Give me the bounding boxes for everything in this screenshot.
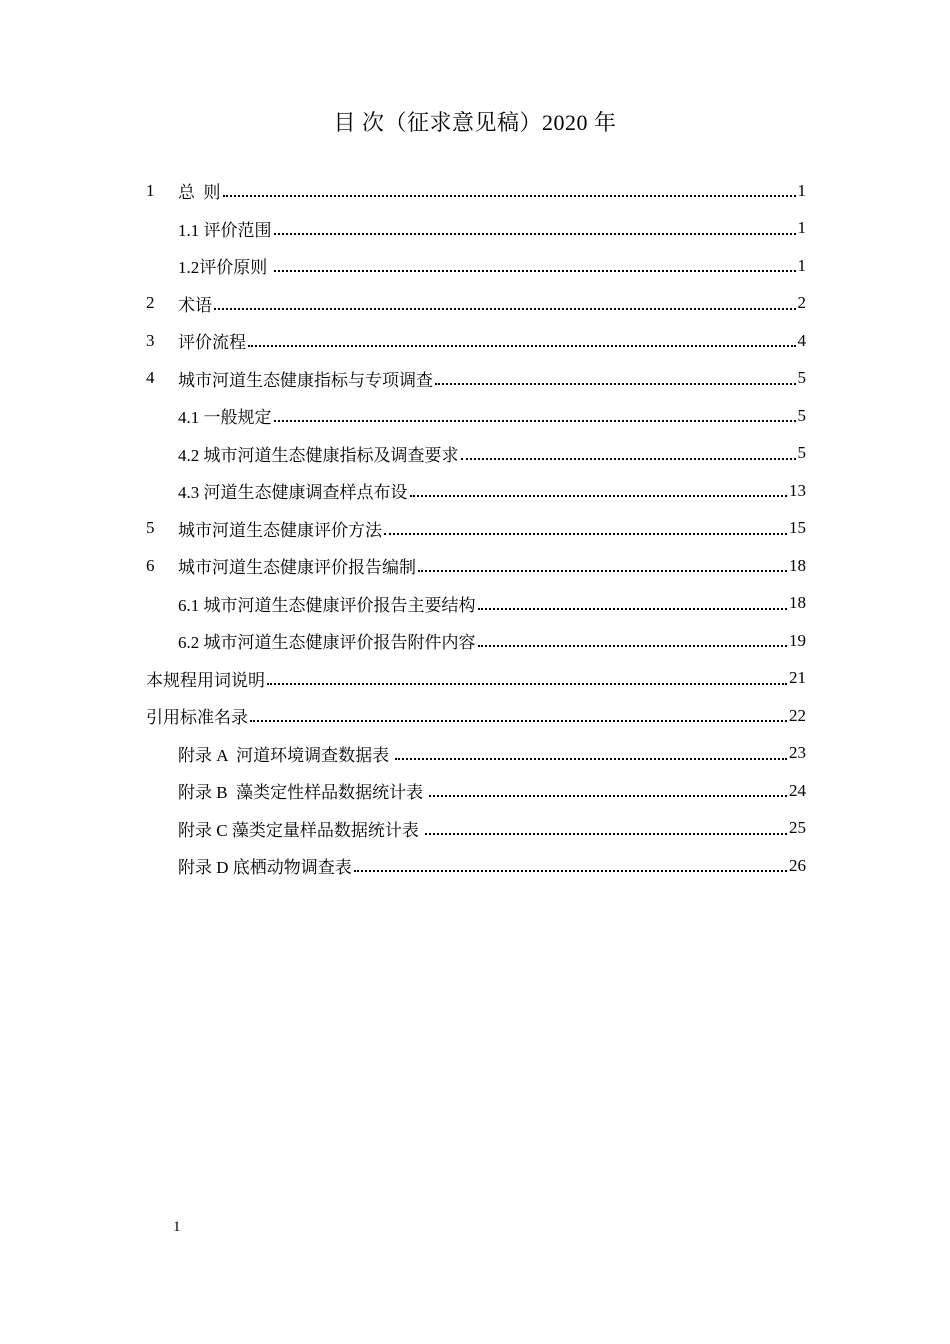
toc-entry[interactable] (146, 547, 806, 585)
toc-entry-page-number: 15 (789, 518, 806, 538)
toc-entry-title: 城市河道生态健康评价报告编制 (178, 558, 416, 578)
toc-entry-page-number: 5 (797, 443, 806, 463)
toc-entry-title: 引用标准名录 (146, 708, 248, 728)
toc-entry-page-number: 19 (789, 630, 806, 650)
toc-entry[interactable] (146, 810, 806, 848)
toc-dot-leader (384, 532, 787, 535)
toc-entry-title: 总 则 (178, 183, 221, 203)
toc-entry-number: 6 (146, 555, 155, 575)
toc-entry-title: 1.2评价原则 (178, 258, 272, 278)
toc-entry-title: 城市河道生态健康评价方法 (178, 520, 382, 540)
toc-dot-leader (354, 869, 787, 872)
toc-entry-page-number: 1 (797, 180, 806, 200)
toc-dot-leader (274, 419, 796, 422)
toc-entry-page-number: 21 (789, 668, 806, 688)
toc-entry-title: 4.1 一般规定 (178, 408, 272, 428)
toc-dot-leader (223, 194, 796, 197)
toc-dot-leader (274, 269, 796, 272)
toc-entry[interactable] (146, 397, 806, 435)
toc-entry-page-number: 26 (789, 855, 806, 875)
toc-list (146, 172, 806, 885)
toc-entry[interactable] (146, 585, 806, 623)
toc-entry[interactable] (146, 622, 806, 660)
toc-entry-title: 6.1 城市河道生态健康评价报告主要结构 (178, 595, 476, 615)
toc-entry-page-number: 2 (797, 293, 806, 313)
toc-entry[interactable] (146, 247, 806, 285)
toc-dot-leader (410, 494, 788, 497)
toc-entry-page-number: 4 (797, 330, 806, 350)
toc-entry[interactable] (146, 210, 806, 248)
toc-dot-leader (429, 794, 787, 797)
toc-entry-title: 本规程用词说明 (146, 670, 265, 690)
toc-entry[interactable] (146, 360, 806, 398)
toc-entry[interactable] (146, 322, 806, 360)
toc-dot-leader (478, 644, 788, 647)
toc-entry-number: 2 (146, 293, 155, 313)
toc-title: 目 次（征求意见稿）2020 年 (333, 110, 617, 135)
toc-entry-number: 4 (146, 368, 155, 388)
toc-dot-leader (461, 457, 796, 460)
toc-entry-title: 附录 C 藻类定量样品数据统计表 (178, 820, 424, 840)
toc-entry[interactable] (146, 472, 806, 510)
toc-entry-number: 3 (146, 330, 155, 350)
toc-entry-title: 附录 D 底栖动物调查表 (178, 858, 352, 878)
toc-dot-leader (248, 344, 796, 347)
toc-entry[interactable] (146, 172, 806, 210)
toc-entry[interactable] (146, 772, 806, 810)
toc-entry-title: 附录 B 藻类定性样品数据统计表 (178, 783, 428, 803)
toc-dot-leader (435, 382, 796, 385)
toc-entry[interactable] (146, 697, 806, 735)
toc-entry-page-number: 22 (789, 705, 806, 725)
toc-entry-page-number: 23 (789, 743, 806, 763)
toc-dot-leader (274, 232, 796, 235)
toc-entry[interactable] (146, 435, 806, 473)
toc-entry-number: 1 (146, 180, 155, 200)
toc-entry-title: 1.1 评价范围 (178, 220, 272, 240)
toc-entry-title: 评价流程 (178, 333, 246, 353)
toc-entry-title: 城市河道生态健康指标与专项调查 (178, 370, 433, 390)
toc-dot-leader (425, 832, 787, 835)
toc-dot-leader (267, 682, 787, 685)
toc-entry[interactable] (146, 735, 806, 773)
toc-entry-page-number: 5 (797, 368, 806, 388)
toc-entry-title: 6.2 城市河道生态健康评价报告附件内容 (178, 633, 476, 653)
toc-entry-page-number: 18 (789, 593, 806, 613)
toc-entry-title: 4.2 城市河道生态健康指标及调查要求 (178, 445, 459, 465)
toc-dot-leader (418, 569, 787, 572)
toc-entry-page-number: 18 (789, 555, 806, 575)
toc-entry-page-number: 1 (797, 255, 806, 275)
toc-entry[interactable] (146, 660, 806, 698)
toc-entry-page-number: 13 (789, 480, 806, 500)
toc-dot-leader (395, 757, 787, 760)
toc-entry-title: 术语 (178, 295, 212, 315)
toc-dot-leader (478, 607, 788, 610)
toc-entry-page-number: 25 (789, 818, 806, 838)
page-number: 1 (173, 1219, 181, 1235)
toc-entry-number: 5 (146, 518, 155, 538)
toc-dot-leader (250, 719, 787, 722)
toc-entry-title: 4.3 河道生态健康调查样点布设 (178, 483, 408, 503)
toc-entry[interactable] (146, 847, 806, 885)
toc-entry-page-number: 1 (797, 218, 806, 238)
toc-entry[interactable] (146, 510, 806, 548)
toc-entry[interactable] (146, 285, 806, 323)
toc-entry-page-number: 5 (797, 405, 806, 425)
toc-entry-title: 附录 A 河道环境调查数据表 (178, 745, 394, 765)
toc-entry-page-number: 24 (789, 780, 806, 800)
toc-dot-leader (214, 307, 796, 310)
